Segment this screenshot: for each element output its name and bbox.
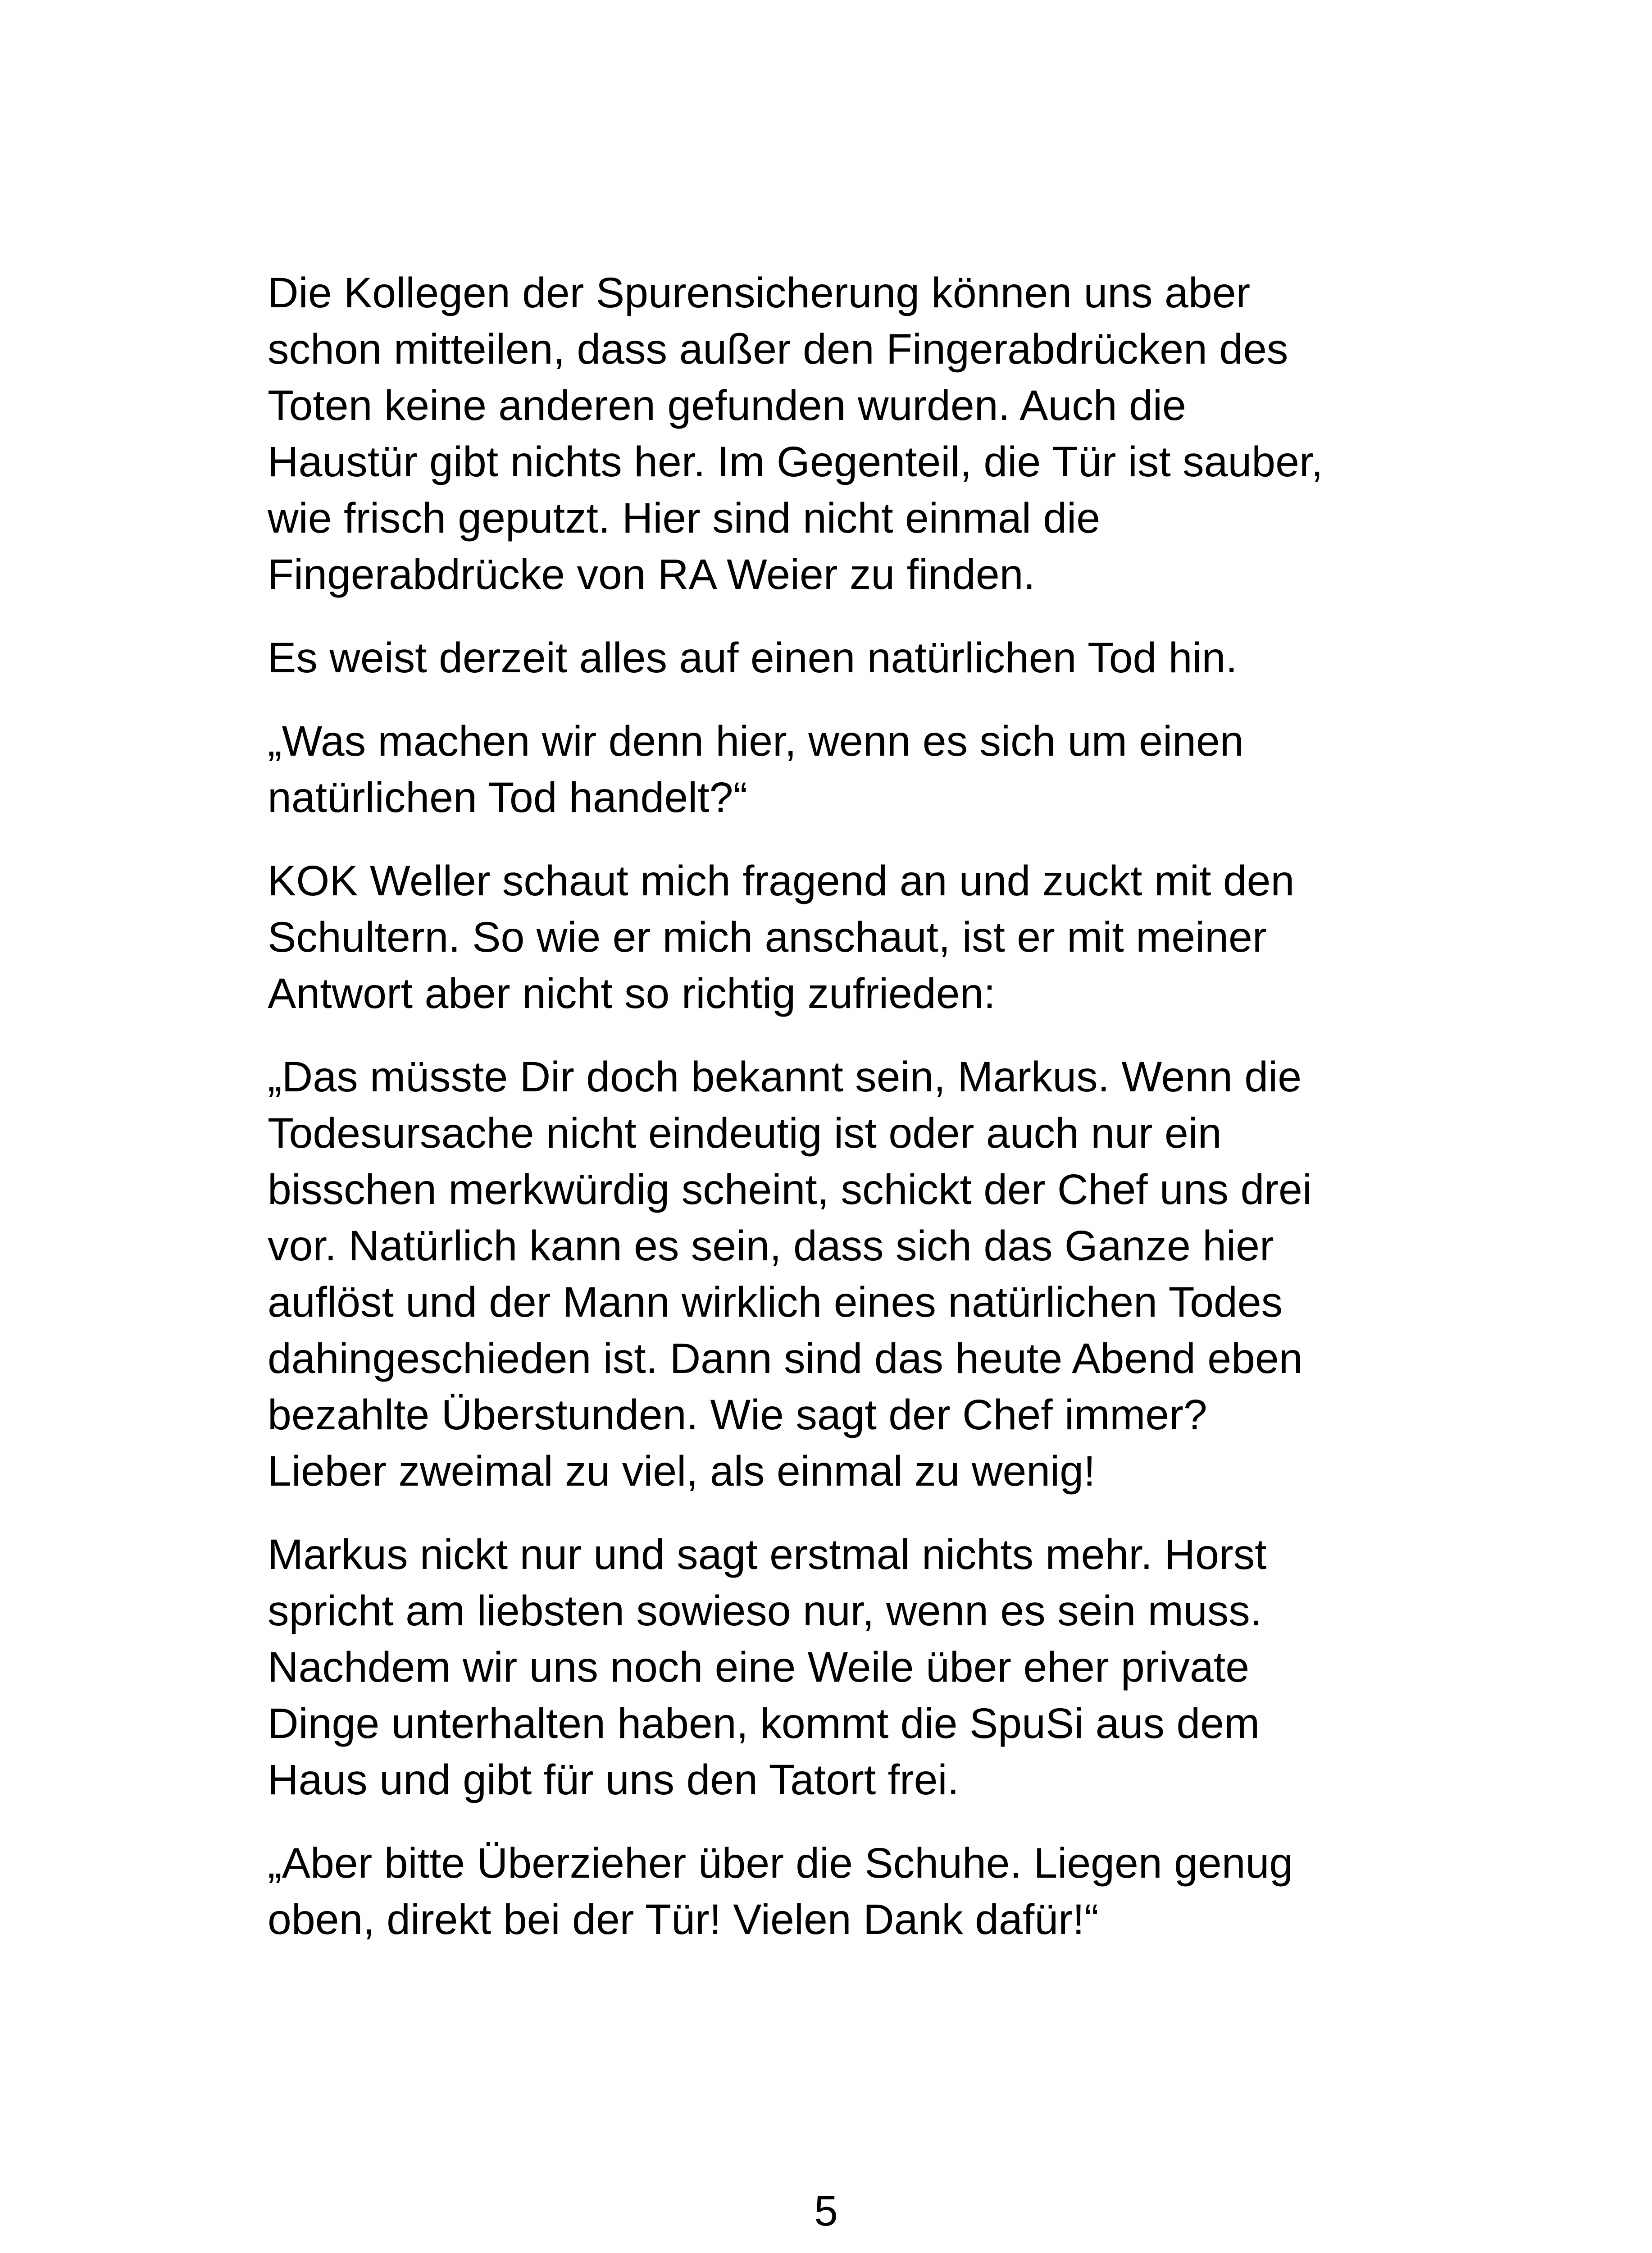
- text-line: bisschen merkwürdig scheint, schickt der Chef uns drei: [268, 1166, 1312, 1213]
- body-text: [268, 265, 1421, 1948]
- text-line: spricht am liebsten sowieso nur, wenn es sein muss.: [268, 1587, 1262, 1635]
- text-line: „Das müsste Dir doch bekannt sein, Markus. Wenn die: [268, 1053, 1302, 1101]
- page-number: 5: [814, 2187, 838, 2235]
- text-line: wie frisch geputzt. Hier sind nicht einmal die: [268, 494, 1101, 542]
- paragraph: [268, 1527, 1421, 1808]
- text-line: „Was machen wir denn hier, wenn es sich um einen: [268, 717, 1244, 765]
- text-line: Haus und gibt für uns den Tatort frei.: [268, 1756, 959, 1804]
- text-line: KOK Weller schaut mich fragend an und zuckt mit den: [268, 857, 1295, 905]
- text-line: Toten keine anderen gefunden wurden. Auch die: [268, 382, 1186, 429]
- text-line: bezahlte Überstunden. Wie sagt der Chef immer?: [268, 1391, 1207, 1439]
- paragraph: [268, 853, 1421, 1022]
- text-line: Antwort aber nicht so richtig zufrieden:: [268, 970, 996, 1017]
- text-line: Lieber zweimal zu viel, als einmal zu wenig!: [268, 1447, 1096, 1495]
- text-line: vor. Natürlich kann es sein, dass sich das Ganze hier: [268, 1222, 1274, 1270]
- paragraph: [268, 713, 1421, 826]
- text-line: Es weist derzeit alles auf einen natürlichen Tod hin.: [268, 634, 1238, 682]
- text-line: Die Kollegen der Spurensicherung können uns aber: [268, 269, 1251, 317]
- paragraph: [268, 1835, 1421, 1948]
- text-line: Markus nickt nur und sagt erstmal nichts mehr. Horst: [268, 1531, 1267, 1578]
- text-line: Haustür gibt nichts her. Im Gegenteil, die Tür ist sauber,: [268, 438, 1323, 486]
- text-line: dahingeschieden ist. Dann sind das heute Abend eben: [268, 1335, 1303, 1382]
- text-line: auflöst und der Mann wirklich eines natürlichen Todes: [268, 1278, 1283, 1326]
- paragraph: [268, 630, 1421, 686]
- text-line: oben, direkt bei der Tür! Vielen Dank dafür!“: [268, 1896, 1099, 1943]
- text-line: Fingerabdrücke von RA Weier zu finden.: [268, 551, 1035, 598]
- text-line: Todesursache nicht eindeutig ist oder auch nur ein: [268, 1109, 1222, 1157]
- text-line: Nachdem wir uns noch eine Weile über eher private: [268, 1643, 1250, 1691]
- text-line: „Aber bitte Überzieher über die Schuhe. Liegen genug: [268, 1839, 1293, 1887]
- text-line: Dinge unterhalten haben, kommt die SpuSi aus dem: [268, 1700, 1260, 1747]
- text-line: schon mitteilen, dass außer den Fingerabdrücken des: [268, 325, 1288, 373]
- text-line: Schultern. So wie er mich anschaut, ist er mit meiner: [268, 913, 1267, 961]
- paragraph: [268, 1049, 1421, 1500]
- text-line: natürlichen Tod handelt?“: [268, 774, 748, 821]
- paragraph: [268, 265, 1421, 603]
